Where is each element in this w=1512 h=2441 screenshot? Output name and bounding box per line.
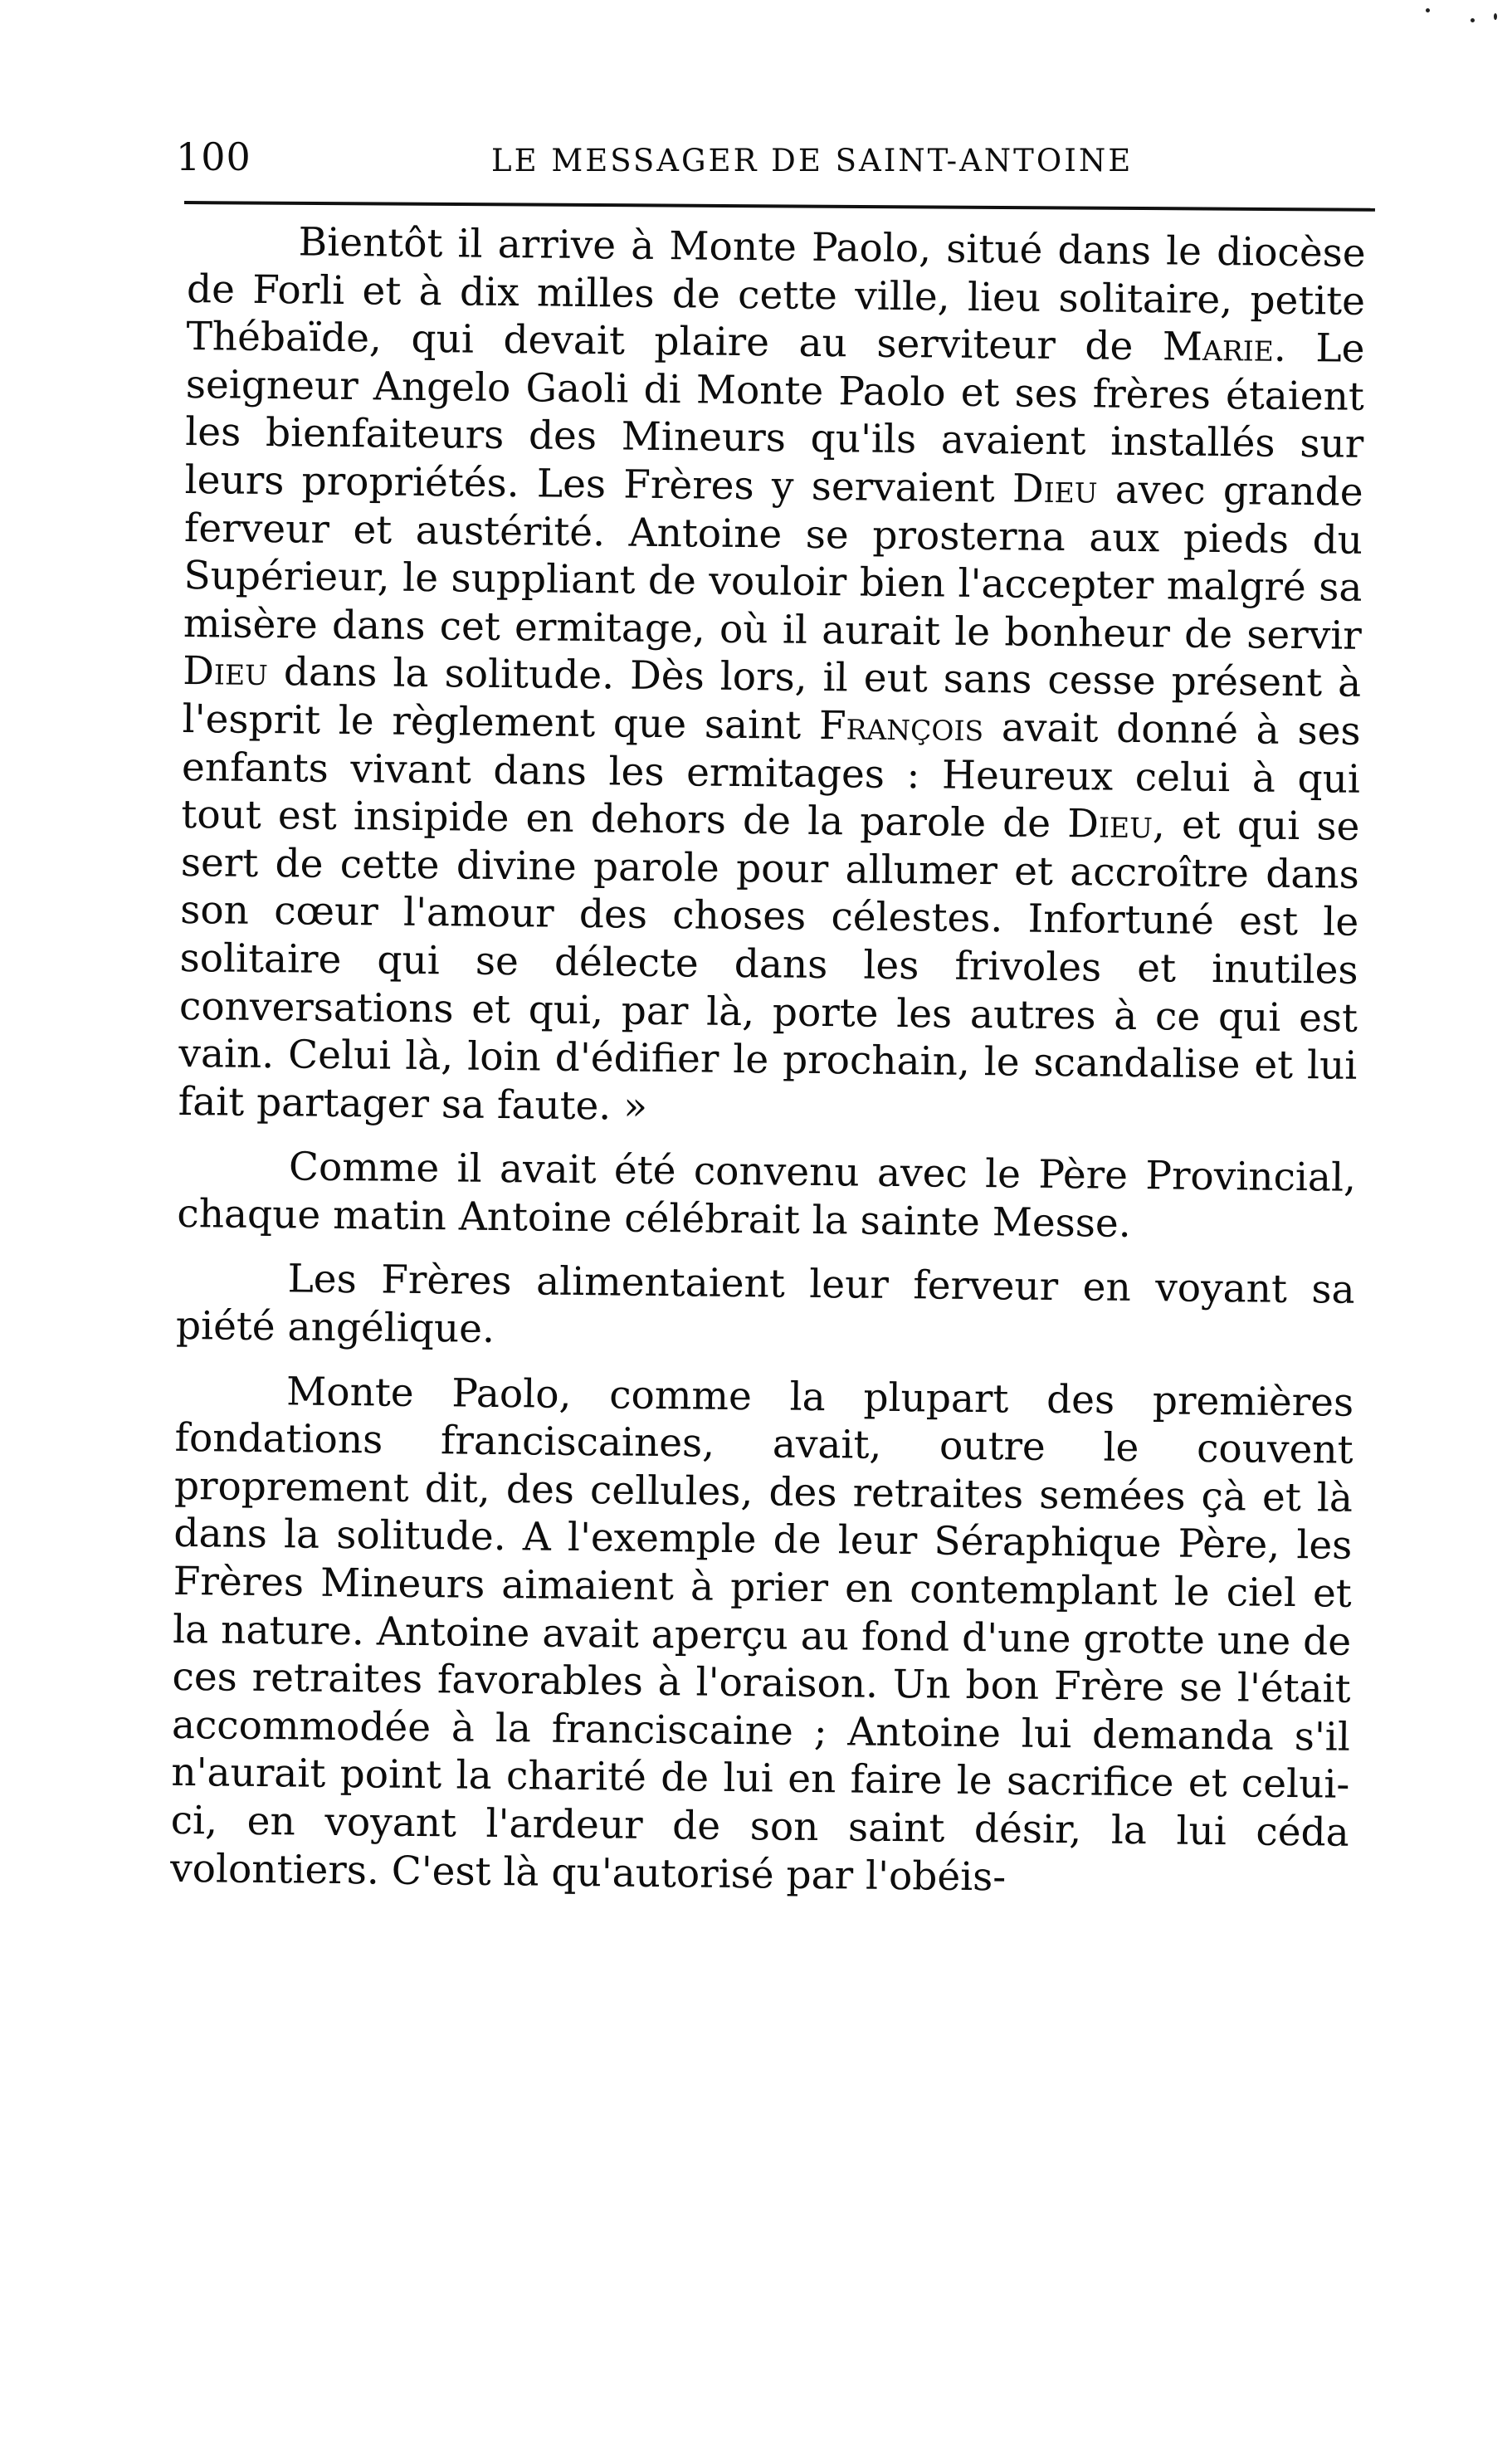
page-header: [176, 129, 1371, 196]
print-speck: [1494, 13, 1497, 20]
small-caps-name: François: [818, 702, 984, 751]
small-caps-name: Dieu: [182, 648, 269, 696]
paragraph: Bientôt il arrive à Monte Paolo, situé dans le diocèse de Forli et à dix milles de cette ville, lieu solitaire, petite Thébaïde, qui devait plaire au serviteur de Marie. Le seigneur Angelo Gaoli di Monte Paolo et ses frères étaient les bienfaiteurs des Mineurs qu'ils avaient installés sur leurs propriétés. Les Frères y servaient Dieu avec grande ferveur et austérité. Antoine se prosterna aux pieds du Supérieur, le suppliant de vouloir bien l'accepter malgré sa misère dans cet ermitage, où il aurait le bonheur de servir Dieu dans la solitude. Dès lors, il eut sans cesse présent à l'esprit le règlement que saint François avait donné à ses enfants vivant dans les ermitages : Heureux celui à qui tout est insipide en dehors de la parole de Dieu, et qui se sert de cette divine parole pour allumer et accroître dans son cœur l'amour des choses célestes. Infortuné est le solitaire qui se délecte dans les frivoles et inutiles conversations et qui, par là, porte les autres à ce qui est vain. Celui là, loin d'édifier le prochain, le scandalise et lui fait partager sa faute. »: [178, 219, 1366, 1130]
running-title: LE MESSAGER DE SAINT-ANTOINE: [491, 143, 1134, 178]
page-number: 100: [176, 134, 251, 179]
small-caps-name: Dieu: [1012, 466, 1098, 513]
small-caps-name: Marie: [1162, 324, 1275, 371]
body-text: [170, 217, 1366, 1905]
header-rule: [184, 201, 1375, 212]
print-speck: [1471, 18, 1475, 22]
small-caps-name: Dieu: [1067, 801, 1154, 848]
paragraph: Les Frères alimentaient leur ferveur en voyant sa piété angélique.: [175, 1256, 1355, 1353]
paragraph: Comme il avait été convenu avec le Père Provincial, chaque matin Antoine célébrait la sainte Messe.: [177, 1144, 1357, 1247]
print-speck: [1426, 8, 1430, 12]
paragraph: Monte Paolo, comme la plupart des premières fondations franciscaines, avait, outre le couvent proprement dit, des cellules, des retraites semées çà et là dans la solitude. A l'exemple de leur Séraphique Père, les Frères Mineurs aimaient à prier en contemplant le ciel et la nature. Antoine avait aperçu au fond d'une grotte une de ces retraites favorables à l'oraison. Un bon Frère se l'était accommodée à la franciscaine ; Antoine lui demanda s'il n'aurait point la charité de lui en faire le sacrifice et celui-ci, en voyant l'ardeur de son saint désir, la lui céda volontiers. C'est là qu'autorisé par l'obéis-: [169, 1368, 1354, 1901]
